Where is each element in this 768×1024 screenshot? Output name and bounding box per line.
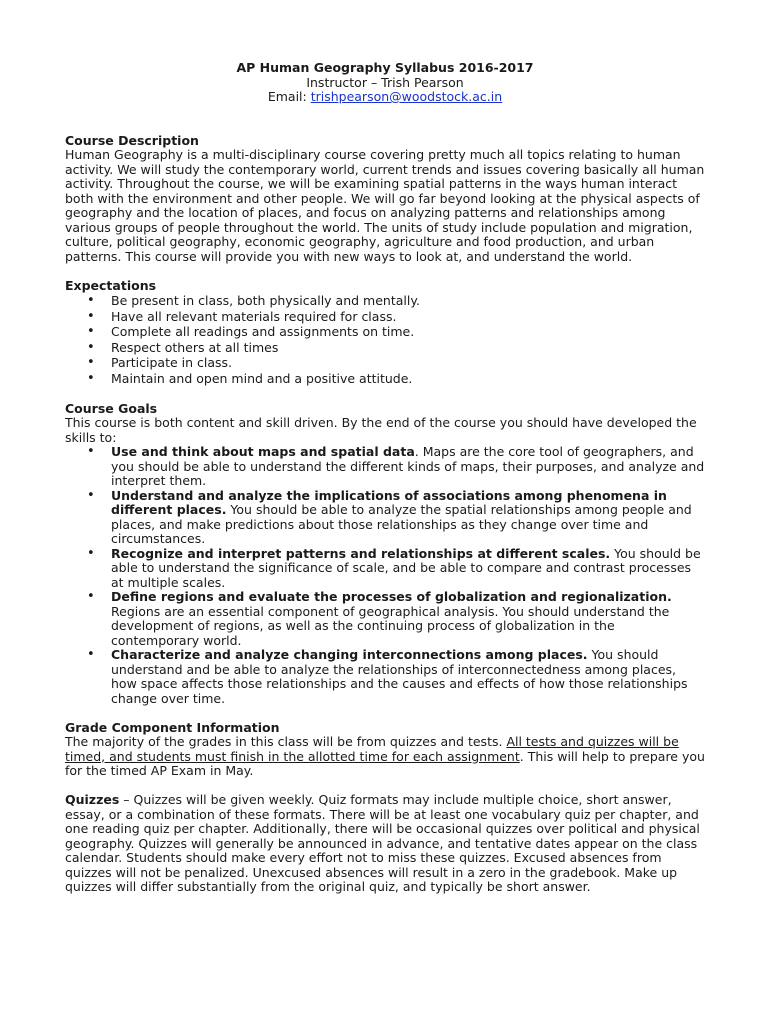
- quizzes-text: – Quizzes will be given weekly. Quiz formats may include multiple choice, short answer, essay, or a combination of these formats. There will be at least one vocabulary quiz per chapter, and one reading quiz per chapter. Additionally, there will be occasional quizzes over political and physical geography. Quizzes will generally be announced in advance, and tentative dates appear on the class calendar. Students should make every effort not to miss these quizzes. Excused absences from quizzes will not be penalized. Unexcused absences will result in a zero in the gradebook. Make up quizzes will differ substantially from the original quiz, and typically be short answer.: [65, 792, 700, 894]
- email-link[interactable]: trishpearson@woodstock.ac.in: [310, 89, 503, 104]
- course-description-text: Human Geography is a multi-disciplinary course covering pretty much all topics relating to human activity. We will study the contemporary world, current trends and issues covering basically all human activity. Throughout the course, we will be examining spatial patterns in the ways human interact both with the environment and other people. We will go far beyond looking at the physical aspects of geography and the location of places, and focus on analyzing patterns and relationships among various groups of people throughout the world. The units of study include population and migration, culture, political geography, economic geography, agriculture and food production, and urban patterns. This course will provide you with new ways to look at, and understand the world.: [65, 147, 705, 264]
- grade-component-heading: Grade Component Information: [65, 719, 280, 735]
- grade-component-text: [65, 735, 705, 779]
- list-item: [111, 547, 705, 591]
- email-line: [65, 90, 705, 105]
- instructor-line: Instructor – Trish Pearson: [306, 74, 464, 90]
- goal-text: Regions are an essential component of geographical analysis. You should understand the development of regions, as well as the continuing process of globalization in the contemporary world.: [111, 603, 670, 648]
- grade-text-end: . This will help to prepare you for the timed AP Exam in May.: [65, 748, 705, 778]
- goal-text: . Maps are the core tool of geographers, and you should be able to understand the different kinds of maps, their purposes, and analyze and interpret them.: [111, 444, 705, 488]
- goal-title: Understand and analyze the implications of associations among phenomena in different places.: [111, 487, 667, 517]
- list-item: • Have all relevant materials required for class.: [111, 310, 705, 325]
- list-item: • Respect others at all times: [111, 341, 705, 356]
- quizzes-paragraph: [65, 793, 705, 895]
- list-item: [111, 445, 705, 489]
- goal-title: Define regions and evaluate the processes of globalization and regionalization.: [111, 589, 672, 604]
- list-item: • Complete all readings and assignments on time.: [111, 325, 705, 340]
- list-item: • Be present in class, both physically and mentally.: [111, 294, 705, 309]
- course-goals-intro: This course is both content and skill driven. By the end of the course you should have developed the skills to:: [65, 415, 697, 445]
- course-goals-list: [65, 445, 705, 706]
- document-header: [65, 61, 705, 105]
- syllabus-page: [65, 61, 705, 895]
- goal-text: You should be able to understand the significance of scale, and be able to compare and contrast processes at multiple scales.: [111, 545, 701, 590]
- expectations-list: [65, 294, 705, 386]
- grade-text-intro: The majority of the grades in this class will be from quizzes and tests.: [65, 734, 507, 749]
- goal-title: Recognize and interpret patterns and relationships at different scales.: [111, 545, 611, 561]
- course-description-section: [65, 134, 705, 265]
- quizzes-section: [65, 793, 705, 895]
- quizzes-label: Quizzes: [65, 792, 120, 807]
- goal-text: You should understand and be able to analyze the relationships of interconnectedness among places, how space affects those relationships and the causes and effects of how those relationships change over time.: [111, 647, 688, 706]
- list-item: • Maintain and open mind and a positive attitude.: [111, 372, 705, 387]
- page-title: AP Human Geography Syllabus 2016-2017: [236, 60, 534, 75]
- grade-text-underlined: All tests and quizzes will be timed, and students must finish in the allotted time for each assignment: [65, 734, 679, 764]
- course-goals-section: [65, 402, 705, 707]
- course-description-heading: Course Description: [65, 132, 199, 148]
- goal-text: You should be able to analyze the spatial relationships among people and places, and make predictions about those relationships as they change over time and circumstances.: [111, 502, 692, 546]
- goal-title: Use and think about maps and spatial data: [111, 444, 415, 459]
- goal-title: Characterize and analyze changing interconnections among places.: [111, 647, 588, 662]
- list-item: [111, 648, 705, 706]
- list-item: [111, 489, 705, 547]
- expectations-heading: Expectations: [65, 277, 157, 293]
- list-item: [111, 590, 705, 648]
- email-label: Email:: [267, 89, 311, 104]
- list-item: • Participate in class.: [111, 356, 705, 371]
- expectations-section: [65, 279, 705, 387]
- grade-component-section: [65, 721, 705, 779]
- course-goals-heading: Course Goals: [65, 400, 158, 416]
